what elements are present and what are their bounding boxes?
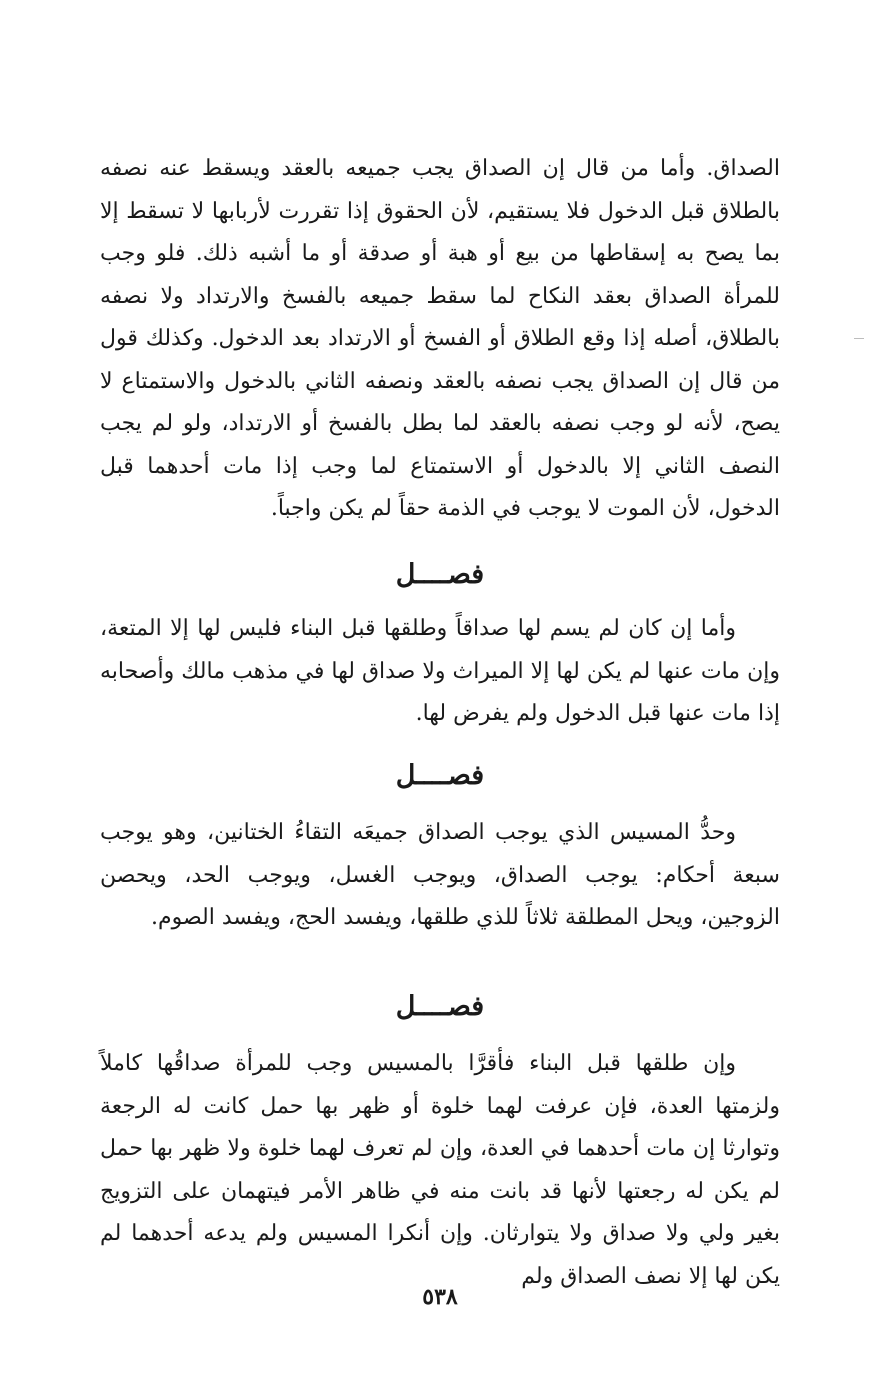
paragraph-text: وحدُّ المسيس الذي يوجب الصداق جميعَه التقاءُ الختانين، وهو يوجب سبعة أحكام: يوجب الصداق، ويوجب الغسل، ويوجب الحد، ويحصن الزوجين، ويحل المطلقة ثلاثاً للذي طلقها، ويفسد الحج، ويفسد الصوم. (100, 820, 780, 930)
paragraph-text: وأما إن كان لم يسم لها صداقاً وطلقها قبل البناء فليس لها إلا المتعة، وإن مات عنها لم يكن لها إلا الميراث ولا صداق لها في مذهب مالك وأصحابه إذا مات عنها قبل الدخول ولم يفرض لها. (100, 616, 780, 726)
paragraph-sadaq-rulings (100, 148, 780, 531)
paragraph-unnamed-dowry (100, 608, 780, 736)
paragraph-definition-of-masis (100, 812, 780, 940)
margin-mark (854, 338, 864, 339)
section-heading-fasl-3: فصــــل (395, 991, 485, 1022)
section-heading-fasl-1: فصــــل (395, 559, 485, 590)
paragraph-text: وإن طلقها قبل البناء فأقرَّا بالمسيس وجب للمرأة صداقُها كاملاً ولزمتها العدة، فإن عرفت لهما خلوة أو ظهر بها حمل كانت له الرجعة وتوارثا إن مات أحدهما في العدة، وإن لم تعرف لهما خلوة ولا ظهر بها حمل لم يكن له رجعتها لأنها قد بانت منه في ظاهر الأمر فيتهمان على التزويج بغير ولي ولا صداق ولا يتوارثان. وإن أنكرا المسيس ولم يدعه أحدهما لم يكن لها إلا نصف الصداق ولم (100, 1051, 780, 1289)
page-number: ٥٣٨ (422, 1284, 458, 1310)
paragraph-text: الصداق. وأما من قال إن الصداق يجب جميعه بالعقد ويسقط عنه نصفه بالطلاق قبل الدخول فلا يستقيم، لأن الحقوق إذا تقررت لأربابها لا تسقط إلا بما يصح به إسقاطها من بيع أو هبة أو صدقة أو ما أشبه ذلك. فلو وجب للمرأة الصداق بعقد النكاح لما سقط جميعه بالفسخ والارتداد ولا نصفه بالطلاق، أصله إذا وقع الطلاق أو الفسخ أو الارتداد بعد الدخول. وكذلك قول من قال إن الصداق يجب نصفه بالعقد ونصفه الثاني بالدخول والاستمتاع لا يصح، لأنه لو وجب نصفه بالعقد لما بطل بالفسخ أو الارتداد، ولو لم يجب النصف الثاني إلا بالدخول أو الاستمتاع لما وجب إذا مات أحدهما قبل الدخول، لأن الموت لا يوجب في الذمة حقاً لم يكن واجباً. (100, 156, 780, 521)
paragraph-divorce-before-consummation (100, 1043, 780, 1298)
section-heading-fasl-2: فصــــل (395, 760, 485, 791)
